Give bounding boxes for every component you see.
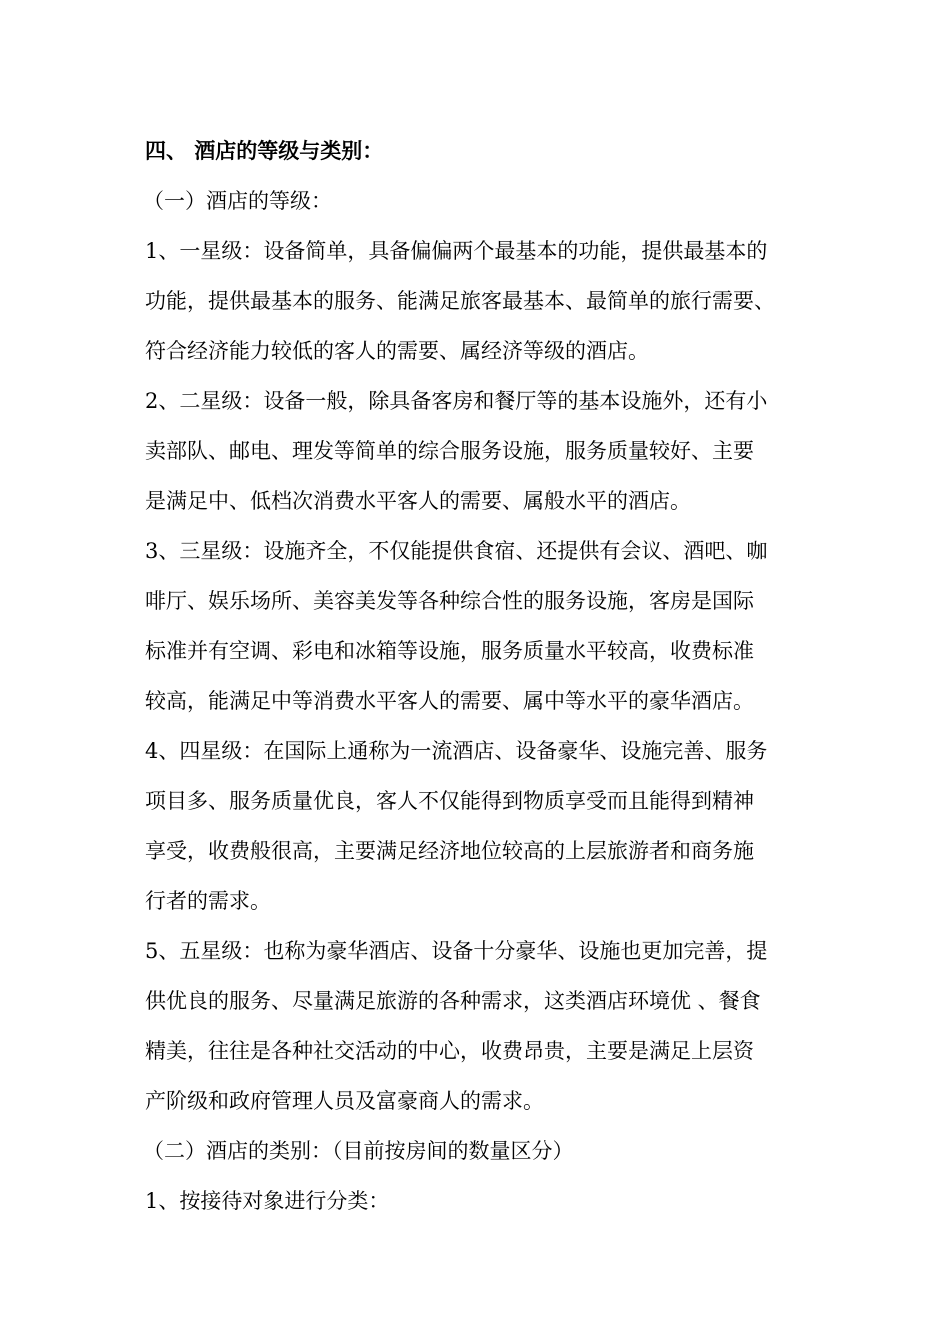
- paragraph-line: 较高，能满足中等消费水平客人的需要、属中等水平的豪华酒店。: [145, 689, 754, 713]
- paragraph-line: 卖部队、邮电、理发等简单的综合服务设施，服务质量较好、主要: [145, 439, 754, 463]
- paragraph-line: 符合经济能力较低的客人的需要、属经济等级的酒店。: [145, 339, 649, 363]
- paragraph-line: 产阶级和政府管理人员及富豪商人的需求。: [145, 1089, 544, 1113]
- subsection-title-categories: （二）酒店的类别：（目前按房间的数量区分）: [143, 1139, 574, 1163]
- paragraph-line: 供优良的服务、尽量满足旅游的各种需求，这类酒店环境优 、餐食: [145, 989, 761, 1013]
- paragraph-line: 2、二星级：设备一般，除具备客房和餐厅等的基本设施外，还有小: [145, 389, 768, 413]
- paragraph-line: 4、四星级：在国际上通称为一流酒店、设备豪华、设施完善、服务: [145, 739, 768, 763]
- paragraph-line: 项目多、服务质量优良，客人不仅能得到物质享受而且能得到精神: [145, 789, 754, 813]
- list-item: 1、按接待对象进行分类：: [145, 1189, 390, 1213]
- paragraph-line: 功能，提供最基本的服务、能满足旅客最基本、最简单的旅行需要、: [145, 289, 775, 313]
- section-heading: 四、 酒店的等级与类别：: [145, 138, 384, 163]
- paragraph-line: 精美，往往是各种社交活动的中心，收费昂贵，主要是满足上层资: [145, 1039, 754, 1063]
- paragraph-line: 享受，收费般很高，主要满足经济地位较高的上层旅游者和商务施: [145, 839, 754, 863]
- paragraph-line: 标准并有空调、彩电和冰箱等设施，服务质量水平较高，收费标准: [145, 639, 754, 663]
- paragraph-line: 是满足中、低档次消费水平客人的需要、属般水平的酒店。: [145, 489, 691, 513]
- paragraph-line: 5、五星级：也称为豪华酒店、设备十分豪华、设施也更加完善，提: [145, 939, 768, 963]
- paragraph-line: 3、三星级：设施齐全，不仅能提供食宿、还提供有会议、酒吧、咖: [145, 539, 768, 563]
- paragraph-line: 1、一星级：设备简单，具备偏偏两个最基本的功能，提供最基本的: [145, 239, 768, 263]
- paragraph-line: 行者的需求。: [145, 889, 271, 913]
- subsection-title-grades: （一）酒店的等级：: [143, 189, 332, 213]
- paragraph-line: 啡厅、娱乐场所、美容美发等各种综合性的服务设施，客房是国际: [145, 589, 754, 613]
